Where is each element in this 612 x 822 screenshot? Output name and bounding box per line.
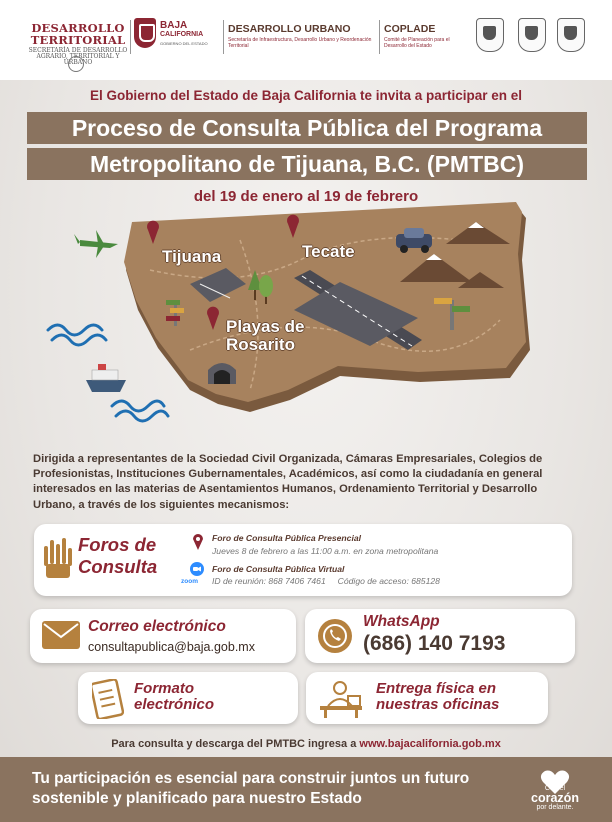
email-title: Correo electrónico [88,618,226,635]
baja-california-logo: BAJA CALIFORNIA GOBIERNO DEL ESTADO [160,20,208,46]
municipal-shield-icon [518,18,546,52]
email-card [30,609,296,663]
raised-hands-icon [42,536,76,580]
checklist-form-icon [92,679,124,719]
desarrollo-urbano-logo: DESARROLLO URBANO Secretaría de Infraestructura, Desarrollo Urbano y Reordenación Territorial [228,23,372,49]
zoom-label: zoom [181,578,198,585]
office-worker-icon [318,678,364,718]
desarrollo-territorial-logo: DESARROLLO TERRITORIAL SECRETARÍA DE DESARROLLO AGRARIO, TERRITORIAL Y URBANO [28,21,128,66]
email-address[interactable]: consultapublica@baja.gob.mx [88,640,255,654]
forums-title: Foros de Consulta [78,534,158,577]
header-logos [0,0,612,80]
footer-message: Tu participación es esencial para construir juntos un futuro sostenible y planificado para nuestro Estado [32,770,470,807]
envelope-icon [42,621,80,649]
forums-card [34,524,572,596]
metropolitan-map-illustration [40,200,540,440]
coplade-logo: COPLADE Comité de Planeación para el Desarrollo del Estado [384,23,450,49]
audience-description: Dirigida a representantes de la Sociedad Civil Organizada, Cámaras Empresariales, Colegios de Profesionistas, Instituciones Gubernamentales, Académicos, así como la ciudadanía en general interesados en las materias de Asentamientos Humanos, Ordenamiento Territorial y Desarrollo Urbano, a través de los siguientes mecanismos: [33,453,543,511]
whatsapp-card [305,609,575,663]
footer-band [0,757,612,822]
electronic-form-card [78,672,298,724]
divider [379,20,380,54]
whatsapp-title: WhatsApp [363,613,440,630]
virtual-forum-detail: ID de reunión: 868 7406 7461 Código de acceso: 685128 [212,576,440,586]
divider [223,20,224,54]
title-line-2: Metropolitano de Tijuana, B.C. (PMTBC) [27,148,587,180]
city-label-rosarito: Playas de Rosarito [226,317,305,354]
whatsapp-icon [317,618,353,654]
city-label-tijuana: Tijuana [162,247,222,266]
airplane-icon [74,230,118,258]
baja-california-shield-icon [134,18,156,48]
divider [130,20,131,54]
consult-line: Para consulta y descarga del PMTBC ingresa a www.bajacalifornia.gob.mx [111,738,501,750]
municipal-shield-icon [476,18,504,52]
invitation-text: El Gobierno del Estado de Baja California te invita a participar en el [89,88,523,103]
virtual-forum-title: Foro de Consulta Pública Virtual [212,564,345,574]
website-link[interactable]: www.bajacalifornia.gob.mx [359,738,501,750]
title-line-1: Proceso de Consulta Pública del Programa [27,112,587,144]
office-delivery-card [306,672,548,724]
presencial-forum-title: Foro de Consulta Pública Presencial [212,533,361,543]
brand-slogan: Con el corazón por delante. [531,785,579,811]
presencial-forum-detail: Jueves 8 de febrero a las 11:00 a.m. en zona metropolitana [212,546,439,556]
city-label-tecate: Tecate [302,242,355,261]
zoom-icon [190,562,204,576]
municipal-shield-icon [557,18,585,52]
national-seal-icon [68,56,84,72]
date-range: del 19 de enero al 19 de febrero [193,188,419,205]
ship-icon [86,364,126,392]
whatsapp-number[interactable]: (686) 140 7193 [363,632,506,655]
office-delivery-title: Entrega física en nuestras oficinas [376,680,500,713]
location-pin-icon [192,533,204,551]
electronic-form-title: Formato electrónico [134,680,215,713]
